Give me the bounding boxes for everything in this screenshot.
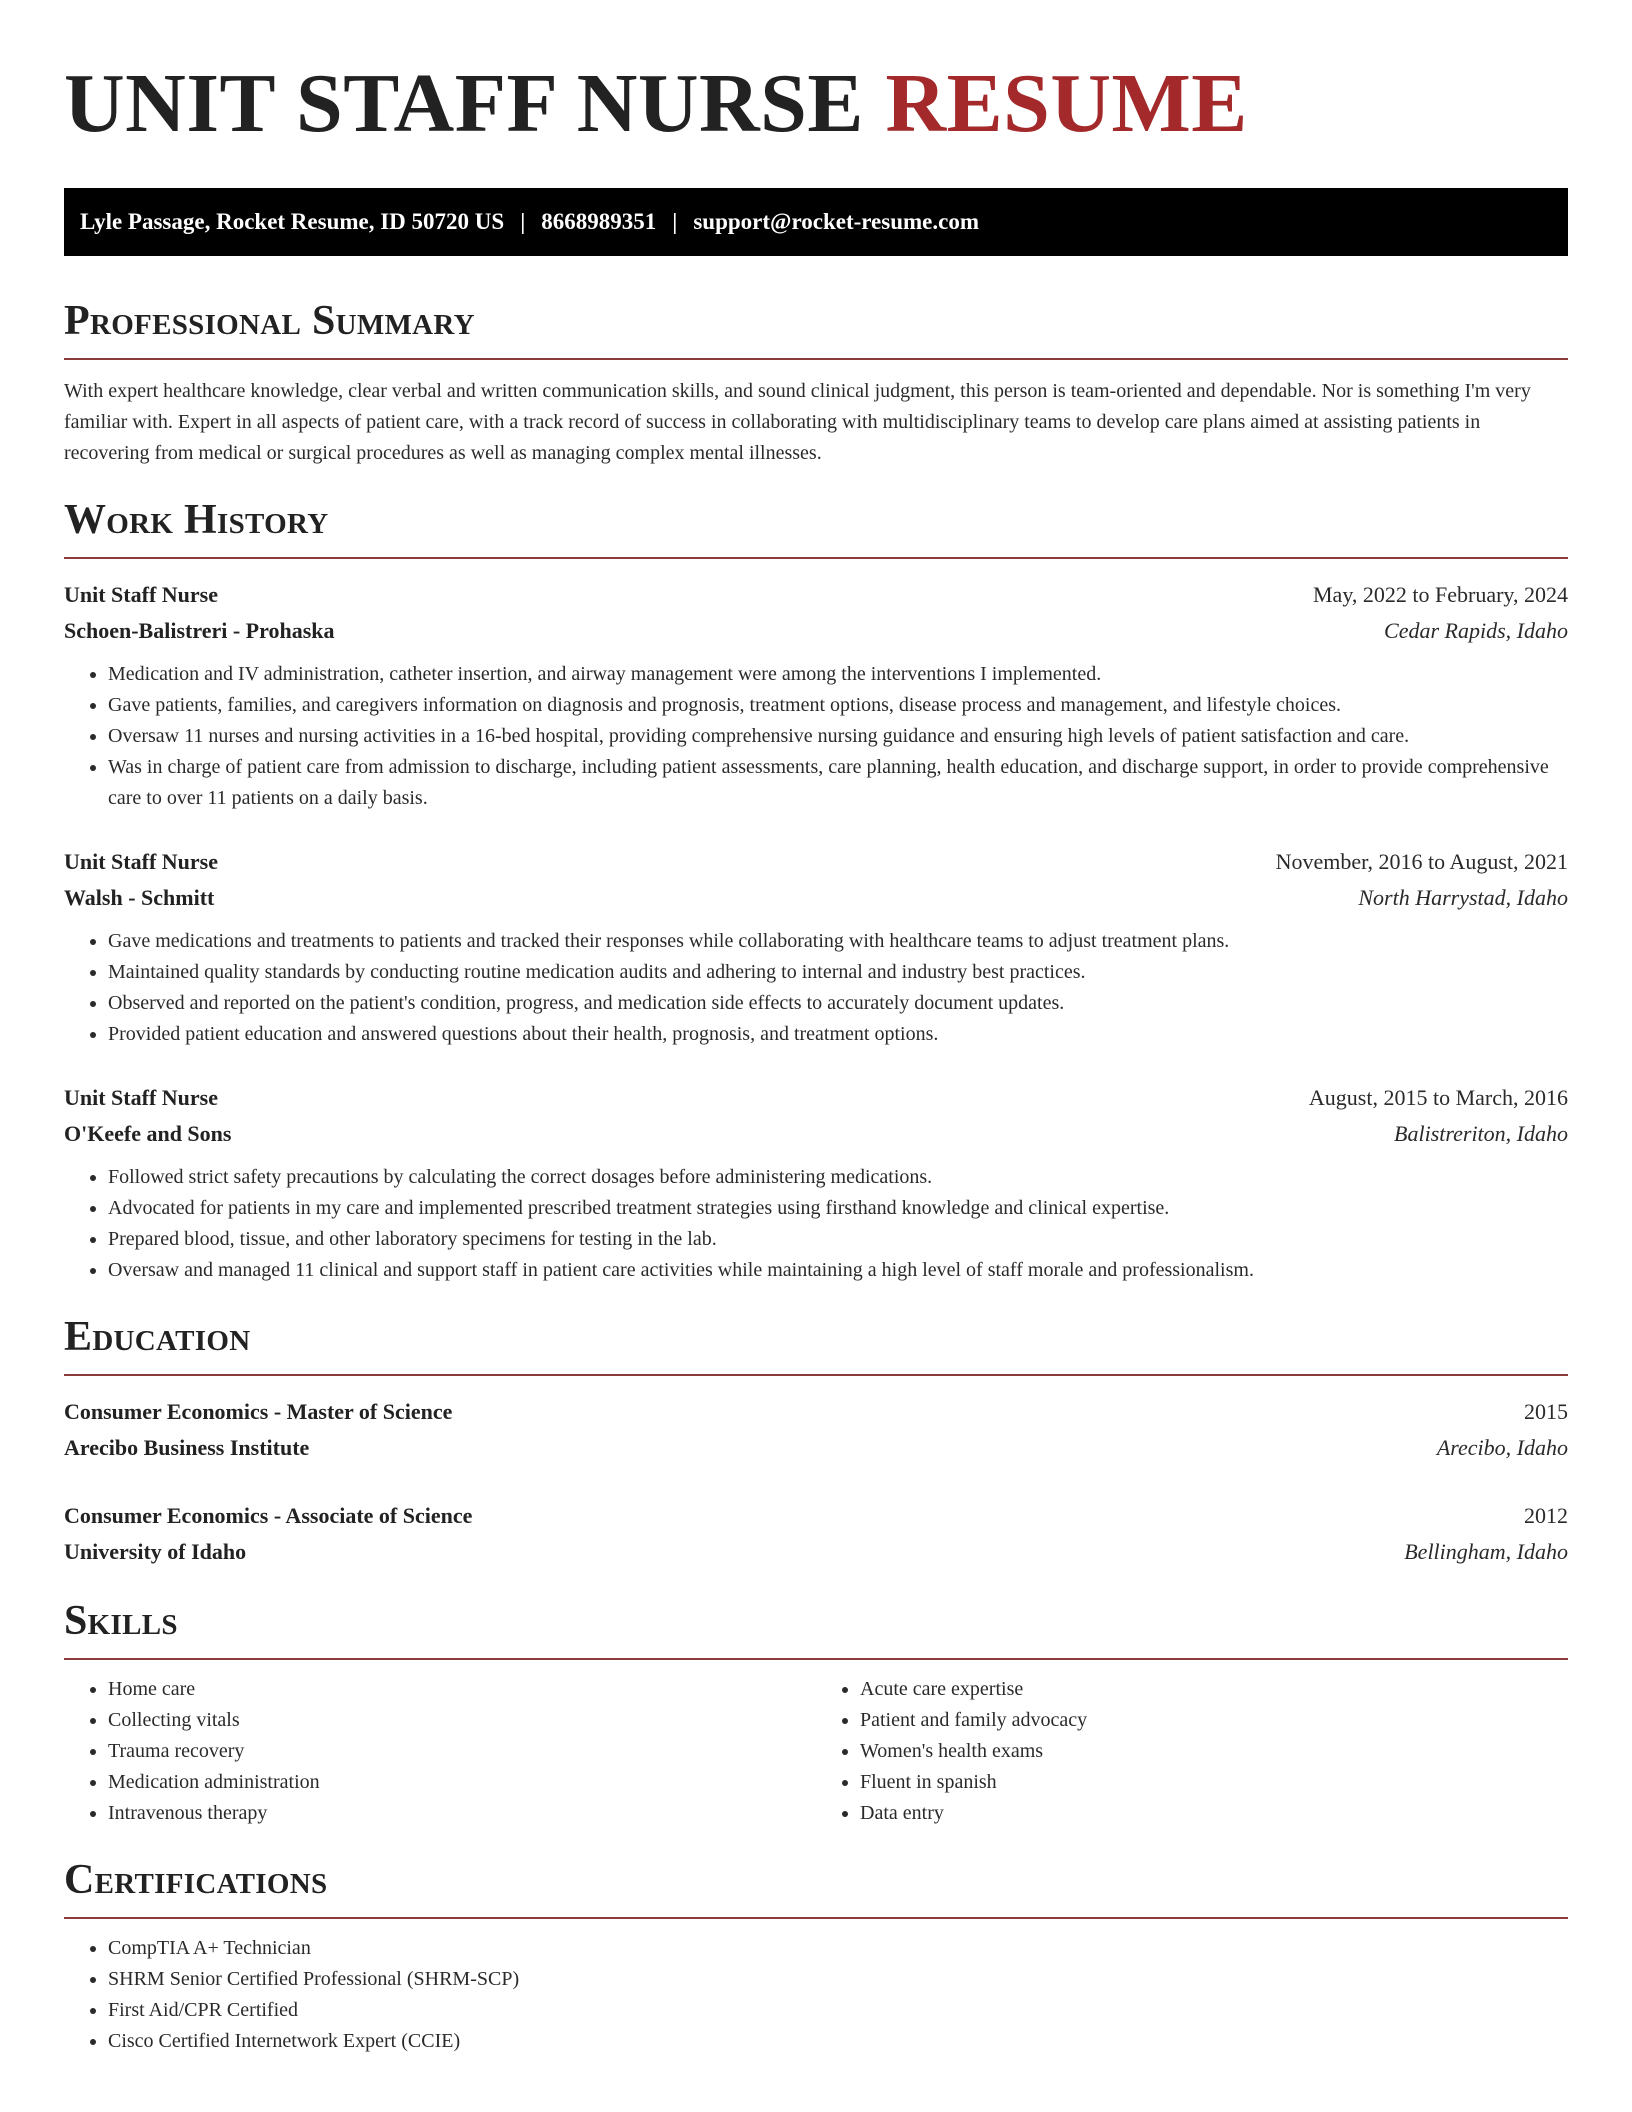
job-duties-list xyxy=(64,926,1568,1050)
list-item: • Medication administration xyxy=(108,1767,816,1798)
certifications-section xyxy=(64,1855,1568,2057)
section-divider xyxy=(64,1374,1568,1376)
work-history-section xyxy=(64,495,1568,1286)
list-item: • Trauma recovery xyxy=(108,1736,816,1767)
section-divider xyxy=(64,557,1568,559)
job-company-row xyxy=(64,880,1568,916)
list-item: • Prepared blood, tissue, and other laboratory specimens for testing in the lab. xyxy=(108,1224,1568,1255)
contact-email[interactable]: support@rocket-resume.com xyxy=(693,209,979,234)
list-item: • Acute care expertise xyxy=(860,1674,1568,1705)
job-dates: August, 2015 to March, 2016 xyxy=(1308,1085,1568,1110)
job-title: Unit Staff Nurse xyxy=(64,849,218,874)
list-item: • Was in charge of patient care from admission to discharge, including patient assessments, care planning, health education, and discharge support, in order to provide comprehensive care to over 11 patients on a daily basis. xyxy=(108,752,1568,814)
summary-text: With expert healthcare knowledge, clear verbal and written communication skills, and sound clinical judgment, this person is team-oriented and dependable. Nor is something I'm very familiar with. Expert in all aspects of patient care, with a track record of success in collaborating with multidisciplinary teams to develop care plans aimed at assisting patients in recovering from medical or surgical procedures as well as managing complex mental illnesses. xyxy=(64,380,1531,464)
job-company: Walsh - Schmitt xyxy=(64,885,215,910)
education-entry xyxy=(64,1394,1568,1466)
list-item: • Intravenous therapy xyxy=(108,1798,816,1829)
list-item: • Collecting vitals xyxy=(108,1705,816,1736)
job-location: Cedar Rapids, Idaho xyxy=(1384,618,1568,643)
job-location: Balistreriton, Idaho xyxy=(1394,1121,1568,1146)
contact-phone[interactable]: 8668989351 xyxy=(541,209,657,234)
education-entry xyxy=(64,1498,1568,1570)
section-heading-work: Work History xyxy=(64,497,329,543)
section-heading-skills: Skills xyxy=(64,1598,178,1644)
job-header-row xyxy=(64,1080,1568,1116)
education-year: 2015 xyxy=(1524,1399,1568,1424)
job-dates: November, 2016 to August, 2021 xyxy=(1275,849,1568,874)
list-item: • Provided patient education and answered questions about their health, prognosis, and treatment options. xyxy=(108,1019,1568,1050)
list-item: • SHRM Senior Certified Professional (SHRM-SCP) xyxy=(108,1964,1568,1995)
section-divider xyxy=(64,1917,1568,1919)
list-item: • First Aid/CPR Certified xyxy=(108,1995,1568,2026)
job-dates: May, 2022 to February, 2024 xyxy=(1313,582,1568,607)
job-header-row xyxy=(64,577,1568,613)
job-company: Schoen-Balistreri - Prohaska xyxy=(64,618,335,643)
job-duties-list xyxy=(64,1162,1568,1286)
list-item: • Advocated for patients in my care and implemented prescribed treatment strategies using firsthand knowledge and clinical expertise. xyxy=(108,1193,1568,1224)
job-entry xyxy=(64,577,1568,814)
education-location: Arecibo, Idaho xyxy=(1436,1435,1568,1460)
skills-section xyxy=(64,1596,1568,1829)
job-location: North Harrystad, Idaho xyxy=(1358,885,1568,910)
skills-grid xyxy=(64,1674,1568,1829)
list-item: • Medication and IV administration, catheter insertion, and airway management were among the interventions I implemented. xyxy=(108,659,1568,690)
section-divider xyxy=(64,1658,1568,1660)
job-company-row xyxy=(64,1116,1568,1152)
contact-address: Lyle Passage, Rocket Resume, ID 50720 US xyxy=(80,209,505,234)
title-main: UNIT STAFF NURSE xyxy=(64,57,864,150)
list-item: • Gave patients, families, and caregivers information on diagnosis and prognosis, treatment options, disease process and management, and lifestyle choices. xyxy=(108,690,1568,721)
summary-section xyxy=(64,296,1568,469)
list-item: • Oversaw 11 nurses and nursing activities in a 16-bed hospital, providing comprehensive nursing guidance and ensuring high levels of patient satisfaction and care. xyxy=(108,721,1568,752)
job-company: O'Keefe and Sons xyxy=(64,1121,232,1146)
title-accent: RESUME xyxy=(885,57,1248,150)
skills-list-right xyxy=(816,1674,1568,1829)
list-item: • Women's health exams xyxy=(860,1736,1568,1767)
education-school: University of Idaho xyxy=(64,1539,247,1564)
list-item: • Observed and reported on the patient's condition, progress, and medication side effects to accurately document updates. xyxy=(108,988,1568,1019)
education-degree: Consumer Economics - Master of Science xyxy=(64,1399,453,1424)
list-item: • Oversaw and managed 11 clinical and support staff in patient care activities while maintaining a high level of staff morale and professionalism. xyxy=(108,1255,1568,1286)
contact-bar xyxy=(64,188,1568,256)
section-heading-certifications: Certifications xyxy=(64,1857,328,1903)
list-item: • Gave medications and treatments to patients and tracked their responses while collaborating with healthcare teams to adjust treatment plans. xyxy=(108,926,1568,957)
list-item: • CompTIA A+ Technician xyxy=(108,1933,1568,1964)
contact-separator: | xyxy=(672,209,678,234)
job-duties-list xyxy=(64,659,1568,814)
list-item: • Patient and family advocacy xyxy=(860,1705,1568,1736)
skills-list-left xyxy=(64,1674,816,1829)
education-school-row xyxy=(64,1430,1568,1466)
job-header-row xyxy=(64,844,1568,880)
list-item: • Fluent in spanish xyxy=(860,1767,1568,1798)
education-degree-row xyxy=(64,1498,1568,1534)
contact-separator: | xyxy=(520,209,526,234)
list-item: • Data entry xyxy=(860,1798,1568,1829)
education-year: 2012 xyxy=(1524,1503,1568,1528)
list-item: • Home care xyxy=(108,1674,816,1705)
education-location: Bellingham, Idaho xyxy=(1404,1539,1568,1564)
education-school-row xyxy=(64,1534,1568,1570)
job-title: Unit Staff Nurse xyxy=(64,1085,218,1110)
list-item: • Cisco Certified Internetwork Expert (CCIE) xyxy=(108,2026,1568,2057)
certifications-list xyxy=(64,1933,1568,2057)
section-divider xyxy=(64,358,1568,360)
education-degree-row xyxy=(64,1394,1568,1430)
job-entry xyxy=(64,1080,1568,1286)
list-item: • Maintained quality standards by conducting routine medication audits and adhering to internal and industry best practices. xyxy=(108,957,1568,988)
resume-title xyxy=(64,0,1568,150)
education-school: Arecibo Business Institute xyxy=(64,1435,310,1460)
job-company-row xyxy=(64,613,1568,649)
education-section xyxy=(64,1312,1568,1570)
section-heading-summary: Professional Summary xyxy=(64,298,475,344)
job-title: Unit Staff Nurse xyxy=(64,582,218,607)
section-heading-education: Education xyxy=(64,1314,251,1360)
list-item: • Followed strict safety precautions by calculating the correct dosages before administering medications. xyxy=(108,1162,1568,1193)
education-degree: Consumer Economics - Associate of Science xyxy=(64,1503,473,1528)
job-entry xyxy=(64,844,1568,1050)
